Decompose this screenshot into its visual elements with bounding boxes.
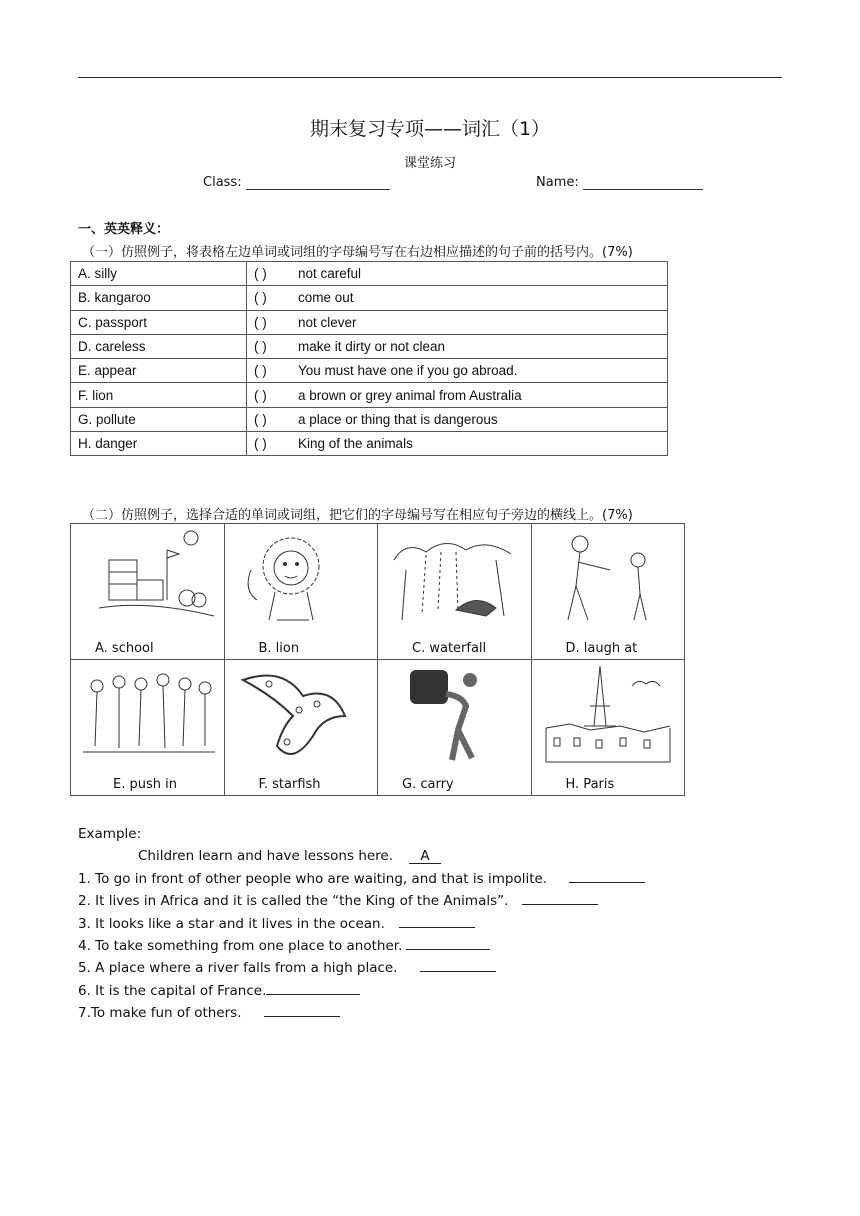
definition-text: not careful	[298, 266, 362, 282]
exercise-list	[78, 823, 645, 1025]
class-blank[interactable]	[246, 176, 390, 190]
definition-text: a place or thing that is dangerous	[298, 411, 498, 427]
definition-text: King of the animals	[298, 436, 413, 452]
answer-blank-5[interactable]	[420, 957, 496, 972]
vocab-row	[71, 407, 668, 431]
vocab-row	[71, 359, 668, 383]
vocab-definition	[247, 383, 668, 407]
part1-instruction: （一）仿照例子，将表格左边单词或词组的字母编号写在右边相应描述的句子前的括号内。(7%)	[82, 245, 633, 260]
question-5	[78, 957, 645, 979]
name-blank[interactable]	[583, 176, 703, 190]
definition-text: make it dirty or not clean	[298, 339, 446, 355]
vocab-row	[71, 432, 668, 456]
caption-push-in: E. push in	[113, 777, 177, 792]
picture-cell-paris	[531, 660, 685, 796]
example-answer: A	[409, 849, 441, 864]
answer-paren[interactable]: ( )	[254, 387, 267, 403]
caption-school: A. school	[95, 641, 154, 656]
vocab-row	[71, 310, 668, 334]
answer-paren[interactable]: ( )	[254, 314, 267, 330]
eiffel-tower-icon	[540, 666, 678, 766]
laughing-figures-icon	[540, 530, 678, 630]
question-text: 7.To make fun of others.	[78, 1005, 242, 1022]
picture-cell-laugh-at	[531, 524, 685, 660]
vocab-definition	[247, 334, 668, 358]
part2-instruction: （二）仿照例子，选择合适的单词或词组，把它们的字母编号写在相应句子旁边的横线上。(7%)	[82, 508, 633, 523]
lion-icon	[233, 530, 371, 630]
vocab-definition	[247, 359, 668, 383]
answer-blank-4[interactable]	[406, 935, 490, 950]
answer-paren[interactable]: ( )	[254, 436, 267, 452]
caption-lion: B. lion	[258, 641, 300, 656]
answer-blank-1[interactable]	[569, 868, 645, 883]
vocab-word: D. careless	[71, 334, 247, 358]
answer-blank-2[interactable]	[522, 890, 598, 905]
page-subtitle: 课堂练习	[403, 156, 456, 171]
page-title: 期末复习专项——词汇（1）	[309, 118, 551, 140]
caption-carry: G. carry	[402, 777, 454, 792]
vocab-definition	[247, 310, 668, 334]
picture-cell-waterfall	[378, 524, 532, 660]
picture-cell-carry	[378, 660, 532, 796]
vocab-word: G. pollute	[71, 407, 247, 431]
vocab-table	[70, 261, 668, 456]
question-text: 1. To go in front of other people who are waiting, and that is impolite.	[78, 870, 548, 887]
name-field[interactable]	[536, 175, 703, 190]
question-text: 3. It looks like a star and it lives in the ocean.	[78, 915, 385, 932]
picture-cell-push-in	[71, 660, 225, 796]
vocab-row	[71, 262, 668, 286]
man-carrying-bag-icon	[386, 666, 524, 766]
name-label: Name:	[536, 175, 579, 190]
question-text: 6. It is the capital of France.	[78, 982, 267, 999]
vocab-definition	[247, 432, 668, 456]
answer-blank-3[interactable]	[399, 913, 475, 928]
caption-paris: H. Paris	[565, 777, 615, 792]
caption-waterfall: C. waterfall	[412, 641, 487, 656]
vocab-definition	[247, 286, 668, 310]
section-heading: 一、英英释义：	[78, 222, 170, 237]
answer-paren[interactable]: ( )	[254, 266, 267, 282]
vocab-row	[71, 334, 668, 358]
class-label: Class:	[203, 175, 242, 190]
question-text: 5. A place where a river falls from a high place.	[78, 960, 398, 977]
vocab-row	[71, 383, 668, 407]
picture-cell-starfish	[224, 660, 378, 796]
vocab-row	[71, 286, 668, 310]
vocab-word: B. kangaroo	[71, 286, 247, 310]
starfish-icon	[233, 666, 371, 766]
waterfall-icon	[386, 530, 524, 630]
answer-paren[interactable]: ( )	[254, 411, 267, 427]
vocab-word: E. appear	[71, 359, 247, 383]
definition-text: a brown or grey animal from Australia	[298, 387, 522, 403]
vocab-word: H. danger	[71, 432, 247, 456]
question-text: 2. It lives in Africa and it is called the “the King of the Animals”.	[78, 893, 509, 910]
definition-text: not clever	[298, 314, 357, 330]
definition-text: come out	[298, 290, 354, 306]
picture-cell-lion	[224, 524, 378, 660]
vocab-definition	[247, 407, 668, 431]
question-4	[78, 935, 645, 957]
vocab-definition	[247, 262, 668, 286]
picture-grid	[70, 523, 685, 796]
crowd-queue-icon	[79, 666, 217, 766]
question-text: 4. To take something from one place to another.	[78, 937, 403, 954]
caption-starfish: F. starfish	[258, 777, 321, 792]
vocab-word: C. passport	[71, 310, 247, 334]
answer-blank-7[interactable]	[264, 1002, 340, 1017]
answer-paren[interactable]: ( )	[254, 290, 267, 306]
picture-cell-school	[71, 524, 225, 660]
vocab-word: F. lion	[71, 383, 247, 407]
question-7	[78, 1002, 645, 1024]
example-item	[78, 845, 645, 867]
vocab-word: A. silly	[71, 262, 247, 286]
example-label: Example:	[78, 826, 142, 842]
school-building-icon	[79, 530, 217, 630]
answer-paren[interactable]: ( )	[254, 363, 267, 379]
question-6	[78, 980, 645, 1002]
answer-blank-6[interactable]	[266, 980, 360, 995]
question-2	[78, 890, 645, 912]
caption-laugh-at: D. laugh at	[565, 641, 638, 656]
class-field[interactable]	[203, 175, 390, 190]
example-sentence: Children learn and have lessons here.	[138, 848, 394, 865]
question-3	[78, 913, 645, 935]
question-1	[78, 868, 645, 890]
answer-paren[interactable]: ( )	[254, 339, 267, 355]
definition-text: You must have one if you go abroad.	[298, 363, 518, 379]
top-rule	[78, 77, 782, 78]
